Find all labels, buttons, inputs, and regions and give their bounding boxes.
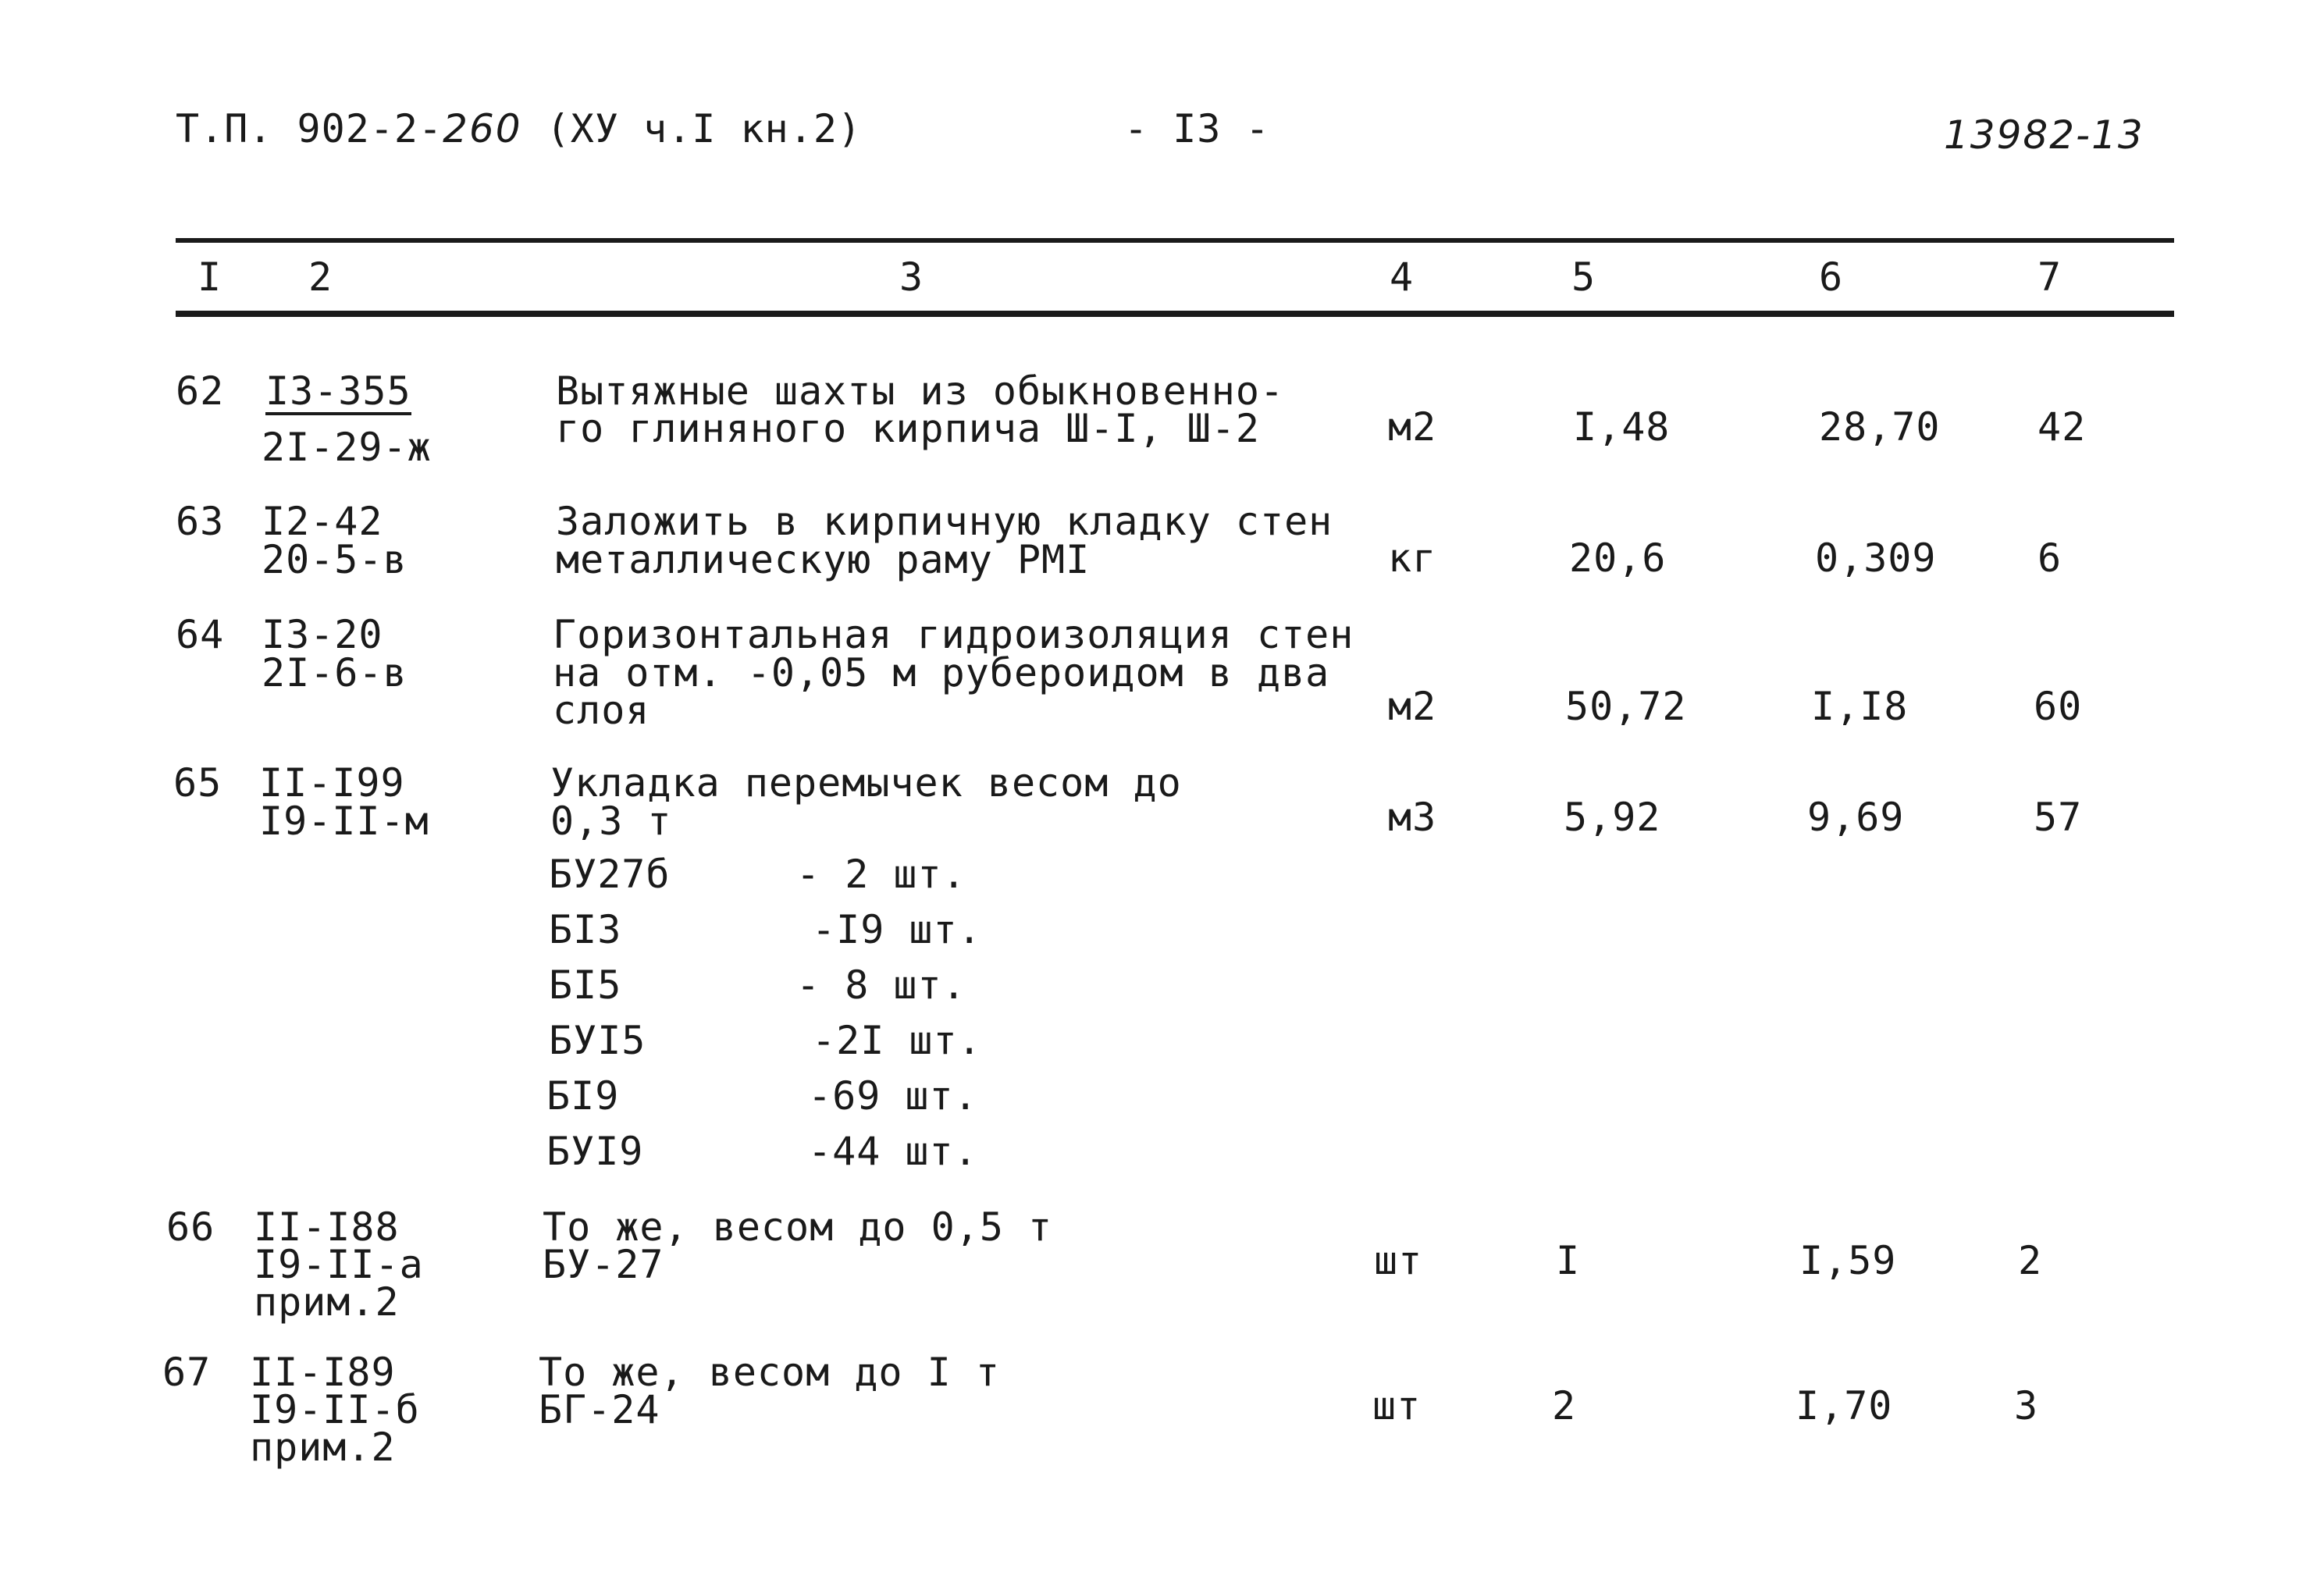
lintel-count: -I9 шт.	[812, 907, 982, 952]
document-code	[176, 106, 863, 151]
row-quantity: 2	[1552, 1383, 1577, 1428]
row-number: 64	[176, 612, 225, 657]
row-price: 9,69	[1807, 795, 1905, 840]
row-code-line1: I2-42	[262, 499, 383, 544]
row-description-line2: 0,3 т	[550, 799, 672, 844]
row-unit: м2	[1388, 684, 1437, 729]
row-total: 60	[2034, 684, 2083, 729]
archive-number: 13982-13	[1944, 112, 2144, 158]
row-code-line3: прим.2	[250, 1425, 396, 1470]
row-unit: м2	[1388, 404, 1437, 450]
row-code-line1: I3-20	[262, 612, 383, 657]
row-total: 42	[2038, 404, 2087, 450]
row-code-line2: 2I-6-в	[262, 650, 408, 696]
row-description-line2: на отм. -0,05 м рубероидом в два	[553, 650, 1330, 696]
lintel-count: -44 шт.	[808, 1129, 978, 1174]
row-total: 2	[2018, 1238, 2043, 1283]
column-header-5: 5	[1571, 254, 1596, 300]
row-code-line1: II-I99	[259, 760, 405, 806]
table-top-rule	[176, 238, 2174, 243]
document-code-handwritten: 260	[443, 106, 522, 151]
row-total: 3	[2014, 1383, 2039, 1428]
lintel-mark: БУI9	[546, 1129, 644, 1174]
lintel-mark: БI5	[549, 962, 622, 1008]
lintel-count: -69 шт.	[808, 1073, 978, 1119]
row-quantity: I,48	[1573, 404, 1671, 450]
row-quantity: I	[1556, 1238, 1581, 1283]
row-total: 57	[2034, 795, 2083, 840]
row-unit: кг	[1388, 535, 1437, 581]
lintel-mark: БI3	[549, 907, 622, 952]
document-code-suffix: (ХУ ч.I кн.2)	[546, 106, 863, 151]
row-quantity: 5,92	[1564, 795, 1661, 840]
row-unit: шт	[1372, 1383, 1422, 1428]
row-description-line1: Заложить в кирпичную кладку стен	[556, 499, 1333, 544]
row-description-line1: Укладка перемычек весом до	[550, 760, 1182, 806]
row-description-line3: слоя	[553, 688, 650, 733]
row-unit: шт	[1374, 1238, 1423, 1283]
row-price: I,59	[1799, 1238, 1897, 1283]
lintel-mark: БУI5	[549, 1018, 646, 1063]
row-code-line2: I9-II-м	[259, 799, 429, 844]
row-code-line2: I9-II-б	[250, 1387, 420, 1432]
page-number: - I3 -	[1124, 106, 1270, 151]
row-number: 67	[162, 1350, 212, 1395]
lintel-count: -2I шт.	[812, 1018, 982, 1063]
row-code-line3: прим.2	[254, 1279, 400, 1325]
row-description-line2: БГ-24	[539, 1387, 660, 1432]
row-description-line1: То же, весом до 0,5 т	[543, 1204, 1053, 1250]
document-code-prefix: Т.П. 902-2-	[176, 106, 443, 151]
row-description-line1: Вытяжные шахты из обыкновенно-	[556, 368, 1285, 414]
row-price: I,70	[1795, 1383, 1893, 1428]
row-code-line1: I3-355	[265, 368, 411, 414]
row-quantity: 20,6	[1569, 535, 1667, 581]
lintel-count: - 2 шт.	[796, 852, 966, 897]
row-code-line1: II-I88	[254, 1204, 400, 1250]
row-price: 0,309	[1815, 535, 1937, 581]
column-header-3: 3	[899, 254, 924, 300]
lintel-count: - 8 шт.	[796, 962, 966, 1008]
row-code-line1: II-I89	[250, 1350, 396, 1395]
row-number: 65	[173, 760, 222, 806]
lintel-mark: БI9	[546, 1073, 620, 1119]
row-code-line2: 2I-29-ж	[262, 425, 432, 470]
row-description-line2: го глиняного кирпича Ш-I, Ш-2	[556, 406, 1260, 451]
row-number: 62	[176, 368, 225, 414]
row-total: 6	[2038, 535, 2062, 581]
row-description-line1: Горизонтальная гидроизоляция стен	[553, 612, 1354, 657]
row-unit: м3	[1388, 795, 1437, 840]
row-number: 63	[176, 499, 225, 544]
column-header-7: 7	[2038, 254, 2062, 300]
row-description-line2: БУ-27	[543, 1242, 664, 1287]
row-description-line1: То же, весом до I т	[539, 1350, 1000, 1395]
column-header-4: 4	[1390, 254, 1415, 300]
row-code-line2: 20-5-в	[262, 537, 408, 582]
row-code-line2: I9-II-а	[254, 1242, 424, 1287]
column-header-1: I	[198, 254, 222, 300]
lintel-mark: БУ27б	[549, 852, 671, 897]
row-price: I,I8	[1811, 684, 1909, 729]
column-header-2: 2	[308, 254, 333, 300]
row-quantity: 50,72	[1565, 684, 1687, 729]
column-header-6: 6	[1819, 254, 1844, 300]
row-number: 66	[166, 1204, 215, 1250]
row-description-line2: металлическую раму РМI	[556, 537, 1091, 582]
table-header-rule	[176, 311, 2174, 317]
row-price: 28,70	[1819, 404, 1941, 450]
